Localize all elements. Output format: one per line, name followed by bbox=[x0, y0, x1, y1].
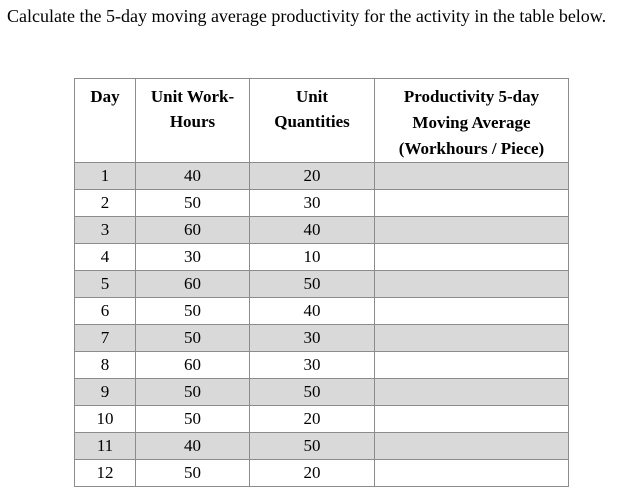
table-row bbox=[75, 190, 569, 217]
cell-day: 6 bbox=[75, 298, 136, 325]
table-row bbox=[75, 379, 569, 406]
header-qty-line2: Quantities bbox=[274, 112, 350, 131]
cell-productivity[interactable] bbox=[375, 298, 569, 325]
cell-unit-work-hours: 50 bbox=[136, 325, 250, 352]
header-qty-line1: Unit bbox=[295, 87, 329, 106]
cell-productivity[interactable] bbox=[375, 460, 569, 487]
header-day-label: Day bbox=[90, 87, 120, 106]
header-prod-line2: Moving Average bbox=[412, 113, 531, 132]
cell-day: 12 bbox=[75, 460, 136, 487]
cell-unit-work-hours: 60 bbox=[136, 217, 250, 244]
table-row bbox=[75, 244, 569, 271]
cell-day: 1 bbox=[75, 163, 136, 190]
cell-day: 8 bbox=[75, 352, 136, 379]
cell-productivity[interactable] bbox=[375, 163, 569, 190]
cell-unit-quantities: 50 bbox=[250, 271, 375, 298]
header-hours-line2: Hours bbox=[169, 112, 216, 131]
table-header-row bbox=[75, 79, 569, 163]
cell-unit-quantities: 30 bbox=[250, 190, 375, 217]
cell-unit-quantities: 30 bbox=[250, 352, 375, 379]
cell-unit-work-hours: 50 bbox=[136, 190, 250, 217]
table-row bbox=[75, 460, 569, 487]
cell-productivity[interactable] bbox=[375, 325, 569, 352]
cell-unit-quantities: 20 bbox=[250, 460, 375, 487]
cell-unit-work-hours: 50 bbox=[136, 379, 250, 406]
cell-day: 10 bbox=[75, 406, 136, 433]
cell-productivity[interactable] bbox=[375, 352, 569, 379]
cell-productivity[interactable] bbox=[375, 190, 569, 217]
header-day bbox=[75, 79, 136, 163]
cell-productivity[interactable] bbox=[375, 433, 569, 460]
cell-day: 5 bbox=[75, 271, 136, 298]
question-text: Calculate the 5-day moving average productivity for the activity in the table below. bbox=[7, 6, 607, 26]
cell-unit-work-hours: 30 bbox=[136, 244, 250, 271]
table-row bbox=[75, 271, 569, 298]
cell-day: 11 bbox=[75, 433, 136, 460]
cell-unit-quantities: 10 bbox=[250, 244, 375, 271]
cell-unit-work-hours: 40 bbox=[136, 163, 250, 190]
table-body bbox=[75, 163, 569, 487]
table-row bbox=[75, 298, 569, 325]
cell-unit-work-hours: 60 bbox=[136, 352, 250, 379]
cell-productivity[interactable] bbox=[375, 244, 569, 271]
cell-productivity[interactable] bbox=[375, 379, 569, 406]
cell-productivity[interactable] bbox=[375, 406, 569, 433]
productivity-table bbox=[74, 78, 569, 487]
header-unit-quantities bbox=[250, 79, 375, 163]
cell-productivity[interactable] bbox=[375, 271, 569, 298]
cell-unit-quantities: 50 bbox=[250, 379, 375, 406]
cell-unit-quantities: 20 bbox=[250, 163, 375, 190]
table-row bbox=[75, 217, 569, 244]
cell-unit-work-hours: 50 bbox=[136, 298, 250, 325]
cell-day: 3 bbox=[75, 217, 136, 244]
cell-unit-quantities: 30 bbox=[250, 325, 375, 352]
cell-unit-quantities: 20 bbox=[250, 406, 375, 433]
table-row bbox=[75, 406, 569, 433]
header-hours-line1: Unit Work- bbox=[150, 87, 235, 106]
cell-day: 7 bbox=[75, 325, 136, 352]
table-row bbox=[75, 352, 569, 379]
header-prod-line3: (Workhours / Piece) bbox=[398, 139, 545, 158]
cell-productivity[interactable] bbox=[375, 217, 569, 244]
table-row bbox=[75, 325, 569, 352]
cell-unit-work-hours: 50 bbox=[136, 460, 250, 487]
cell-unit-quantities: 40 bbox=[250, 298, 375, 325]
cell-day: 9 bbox=[75, 379, 136, 406]
table-row bbox=[75, 163, 569, 190]
cell-unit-work-hours: 50 bbox=[136, 406, 250, 433]
header-productivity bbox=[375, 79, 569, 163]
cell-unit-work-hours: 40 bbox=[136, 433, 250, 460]
header-unit-work-hours bbox=[136, 79, 250, 163]
cell-unit-quantities: 40 bbox=[250, 217, 375, 244]
cell-day: 4 bbox=[75, 244, 136, 271]
cell-unit-work-hours: 60 bbox=[136, 271, 250, 298]
cell-unit-quantities: 50 bbox=[250, 433, 375, 460]
cell-day: 2 bbox=[75, 190, 136, 217]
header-prod-line1: Productivity 5-day bbox=[403, 87, 540, 106]
table-row bbox=[75, 433, 569, 460]
